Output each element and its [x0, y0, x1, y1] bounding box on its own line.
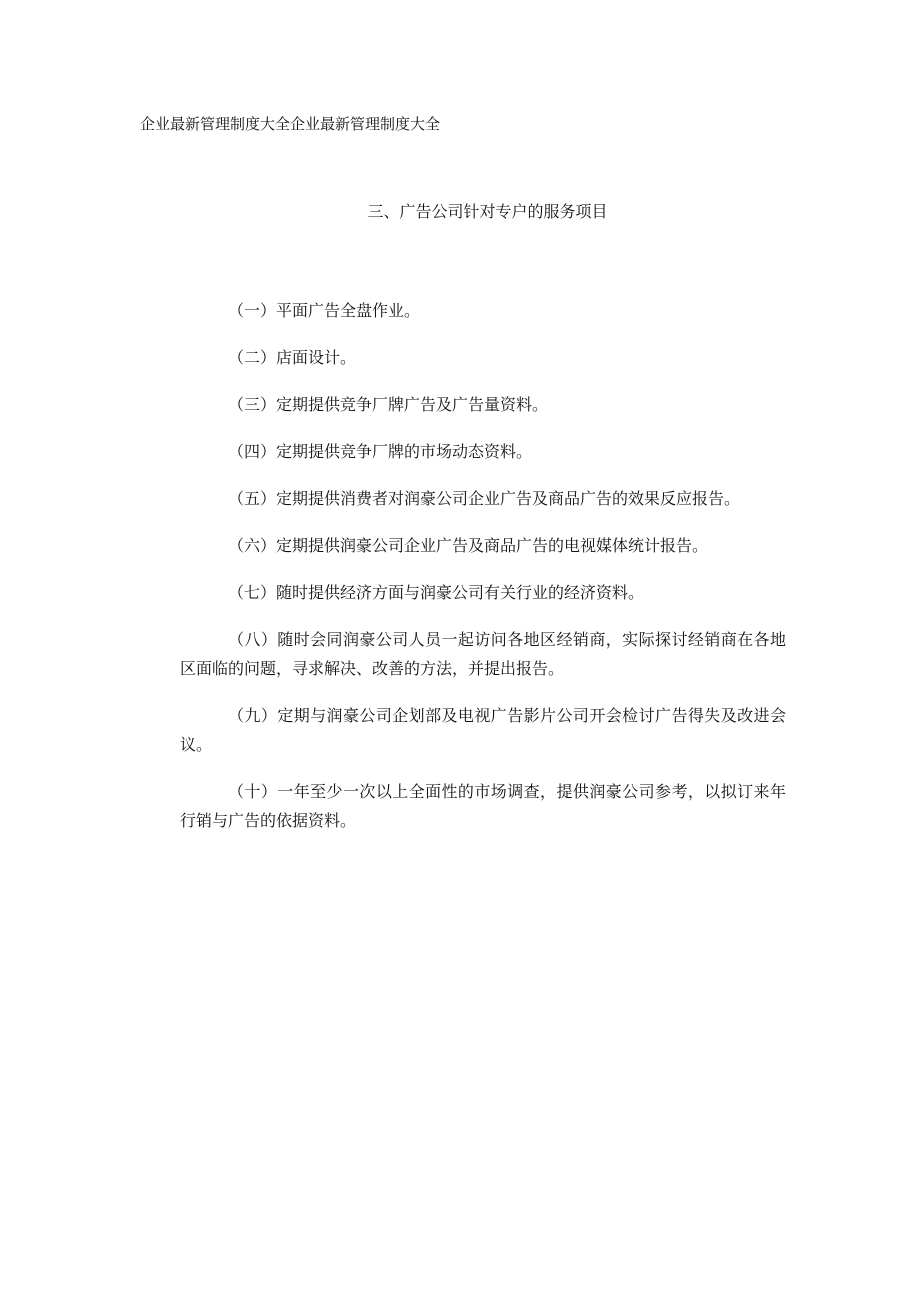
section-title: 三、广告公司针对专户的服务项目 — [367, 202, 608, 221]
service-item: （四）定期提供竞争厂牌的市场动态资料。 — [228, 442, 533, 461]
service-item: （九）定期与润豪公司企划部及电视广告影片公司开会检讨广告得失及改进会议。 — [180, 706, 786, 754]
service-item: （三）定期提供竞争厂牌广告及广告量资料。 — [228, 395, 549, 414]
service-item: （七）随时提供经济方面与润豪公司有关行业的经济资料。 — [228, 583, 645, 602]
service-item: （八）随时会同润豪公司人员一起访问各地区经销商，实际探讨经销商在各地区面临的问题，寻求解决、改善的方法，并提出报告。 — [180, 630, 786, 678]
service-item: （六）定期提供润豪公司企业广告及商品广告的电视媒体统计报告。 — [228, 536, 709, 555]
service-item: （五）定期提供消费者对润豪公司企业广告及商品广告的效果反应报告。 — [228, 489, 741, 508]
service-item: （二）店面设计。 — [228, 348, 357, 367]
service-item: （一）平面广告全盘作业。 — [228, 301, 421, 320]
page-header: 企业最新管理制度大全企业最新管理制度大全 — [140, 115, 441, 133]
service-item: （十）一年至少一次以上全面性的市场调查，提供润豪公司参考，以拟订来年行销与广告的依据资料。 — [180, 782, 786, 830]
service-items-list — [180, 296, 786, 853]
